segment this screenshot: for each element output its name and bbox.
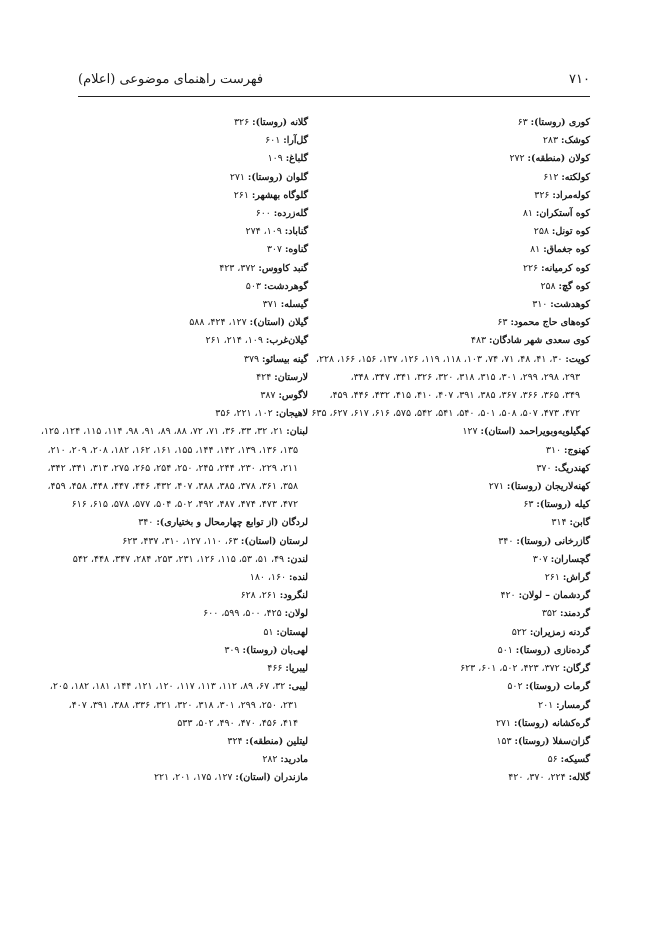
entry-page-refs: ۲۲۴، ۳۷۰، ۴۲۰: [508, 772, 566, 784]
index-entry: [345, 751, 590, 769]
index-entry: [345, 114, 590, 132]
entry-page-refs: ۱۲۷، ۱۷۵، ۲۰۱، ۲۲۱: [153, 772, 233, 784]
index-entry: [345, 169, 590, 187]
entry-page-refs: ۳۲۴: [227, 735, 243, 747]
index-entry: [345, 533, 590, 551]
entry-heading: گناباد:: [284, 226, 308, 238]
entry-page-refs: ۴۲۰: [500, 590, 516, 602]
entry-heading: کوهدشت:: [550, 299, 590, 311]
entry-page-refs: ۱۶۰، ۱۸۰: [249, 572, 287, 584]
entry-page-refs: ۳۷۱: [262, 299, 278, 311]
entry-heading: لبنان:: [286, 426, 308, 438]
index-entry: [345, 624, 590, 642]
index-entry: [78, 569, 308, 587]
entry-heading: کویت:: [565, 353, 590, 365]
entry-page-refs-continued: ۴۷۲، ۴۷۳، ۴۷۴، ۴۸۷، ۴۹۲، ۵۰۲، ۵۰۴، ۵۷۷، ۵۷۸، ۶۱۵، ۶۱۶: [71, 499, 298, 511]
entry-page-refs: ۳۲۶: [234, 117, 250, 128]
entry-heading: گرمسار:: [556, 699, 590, 711]
entry-heading: گینه بیسائو:: [262, 353, 308, 365]
index-entry: [345, 697, 590, 715]
entry-heading: لهی‌بان (روستا):: [242, 644, 308, 656]
index-column-right: [311, 114, 590, 788]
index-entry: [345, 241, 590, 259]
index-entry: [78, 514, 308, 532]
entry-page-refs: ۲۸۳: [542, 135, 558, 147]
entry-page-refs: ۶۰۱: [265, 135, 281, 147]
entry-page-refs: ۲۷۲: [509, 153, 525, 165]
entry-page-refs: ۱۲۷، ۴۲۴، ۵۸۸: [189, 317, 247, 329]
entry-heading: لاهیجان:: [275, 408, 308, 420]
entry-page-refs: ۴۹، ۵۱، ۵۳، ۱۱۵، ۱۲۶، ۲۳۱، ۲۵۳، ۲۸۴، ۳۴۷، ۴۴۸، ۵۴۲: [72, 553, 285, 565]
index-entry: [78, 369, 308, 387]
entry-page-refs: ۲۲۶: [522, 262, 539, 274]
index-entry: [78, 332, 308, 350]
index-entry: [40, 423, 308, 514]
entry-page-refs: ۶۳: [523, 499, 534, 511]
entry-page-refs: ۲۶۱، ۶۲۸: [240, 590, 277, 602]
entry-heading: گچساران:: [550, 553, 590, 565]
entry-heading: گره‌کشانه (روستا):: [513, 717, 590, 729]
entry-page-refs: ۵۰۲: [507, 681, 523, 693]
index-entry: [345, 733, 590, 751]
entry-page-refs: ۳۴۰: [138, 517, 154, 529]
index-entry: [345, 478, 590, 496]
header-rule: [78, 96, 590, 97]
entry-page-refs: ۶۱۲: [543, 171, 559, 183]
entry-page-refs: ۵۶: [547, 754, 558, 766]
entry-heading: گیسله:: [280, 299, 308, 311]
entry-heading: کوه تونل:: [551, 226, 590, 238]
index-entry: [345, 715, 590, 733]
index-column-left: [40, 114, 308, 788]
index-entry: [78, 660, 308, 678]
entry-page-refs: ۳۲۶: [534, 189, 550, 201]
entry-heading: گردشمان – لولان:: [518, 590, 590, 602]
entry-page-refs: ۳۷۰: [536, 462, 552, 474]
index-entry: [345, 296, 590, 314]
entry-page-refs: ۸۱: [530, 244, 541, 256]
entry-page-refs-continued: ۳۴۹، ۳۶۵، ۳۶۶، ۳۶۷، ۳۸۵، ۳۹۱، ۴۰۷، ۴۱۰، ۴۱۵، ۴۳۲، ۴۴۶، ۴۵۹،: [329, 390, 580, 402]
index-entry: [345, 514, 590, 532]
entry-heading: کوشک:: [560, 135, 590, 147]
entry-page-refs: ۳۱۰: [532, 299, 548, 311]
entry-page-refs: ۳۸۷: [260, 390, 276, 402]
entry-heading: لردگان (از توابع چهارمحال و بختیاری):: [156, 517, 308, 529]
index-entry: [345, 187, 590, 205]
entry-heading: لولان:: [284, 608, 308, 620]
entry-heading: لاگوس:: [278, 390, 308, 402]
entry-page-refs: ۲۰۱: [538, 699, 554, 711]
entry-heading: گزان‌سفلا (روستا):: [514, 735, 590, 747]
index-entry: [78, 733, 308, 751]
entry-page-refs: ۳۰۷: [266, 244, 282, 256]
entry-page-refs: ۳۲، ۶۷، ۸۹، ۱۱۲، ۱۱۳، ۱۱۷، ۱۲۰، ۱۲۱، ۱۴۴، ۱۸۱، ۱۸۲، ۲۰۵،: [49, 681, 286, 693]
entry-page-refs: ۱۰۹، ۲۱۴، ۲۶۱: [205, 335, 263, 347]
entry-heading: گراش:: [562, 572, 590, 584]
entry-page-refs: ۳۷۹: [243, 353, 260, 365]
entry-heading: گلاله:: [568, 772, 590, 784]
entry-heading: گیلان (استان):: [249, 317, 308, 329]
entry-page-refs: ۶۳، ۱۱۰، ۱۲۷، ۳۱۰، ۴۳۷، ۶۲۳: [122, 535, 238, 547]
entry-page-refs: ۲۷۱: [229, 171, 245, 183]
running-title: فهرست راهنمای موضوعی (اعلام): [78, 72, 264, 87]
index-entry: [345, 587, 590, 605]
entry-heading: لهستان:: [276, 626, 308, 638]
entry-page-refs: ۱۰۹: [267, 153, 283, 165]
entry-heading: کیله (روستا):: [536, 499, 590, 511]
entry-page-refs-continued: ۱۳۵، ۱۳۶، ۱۳۹، ۱۴۲، ۱۴۴، ۱۵۵، ۱۶۱، ۱۶۲، ۱۸۲، ۲۰۸، ۲۰۹، ۲۱۰،: [47, 444, 298, 456]
entry-heading: لیبی:: [288, 681, 308, 693]
entry-heading: لیبریا:: [285, 663, 308, 675]
index-entry: [78, 114, 308, 132]
index-entry: [345, 260, 590, 278]
entry-heading: کوه آستکران:: [535, 208, 590, 220]
index-entry: [78, 642, 308, 660]
entry-heading: کولکته:: [561, 171, 590, 183]
entry-page-refs: ۵۲۲: [511, 626, 527, 638]
page-header: [78, 72, 590, 94]
entry-heading: کوه‌های حاج محمود:: [510, 317, 590, 329]
entry-heading: گیلان‌غرب:: [265, 335, 308, 347]
entry-page-refs-continued: ۳۵۸، ۳۶۱، ۳۷۸، ۳۸۵، ۳۸۸، ۴۰۷، ۴۳۲، ۴۴۶، ۴۴۷، ۴۴۸، ۴۵۸، ۴۵۹،: [47, 481, 298, 493]
entry-heading: گلوان (روستا):: [247, 171, 308, 183]
index-entry: [78, 387, 308, 405]
entry-page-refs: ۴۸۳: [470, 335, 487, 347]
index-entry: [345, 150, 590, 168]
index-entry: [345, 442, 590, 460]
entry-heading: گرگان:: [562, 663, 590, 675]
entry-page-refs: ۲۵۸: [540, 280, 556, 292]
index-entry: [345, 660, 590, 678]
index-entry: [345, 678, 590, 696]
entry-heading: مادرید:: [280, 754, 308, 766]
entry-page-refs: ۱۰۲، ۲۲۱، ۳۵۶: [215, 408, 273, 420]
index-entry: [78, 260, 308, 278]
entry-heading: گرمات (روستا):: [525, 681, 590, 693]
entry-heading: کهندریگ:: [554, 462, 590, 474]
entry-page-refs: ۳۷۲، ۴۲۳، ۵۰۲، ۶۰۱، ۶۲۳: [460, 663, 560, 675]
entry-heading: گردمند:: [559, 608, 590, 620]
entry-page-refs: ۴۶۶: [267, 663, 283, 675]
entry-heading: لنگرود:: [279, 590, 308, 602]
entry-page-refs: ۳۷۲، ۴۲۳: [219, 262, 256, 274]
entry-heading: گنبد کاووس:: [258, 262, 308, 274]
index-entry: [345, 551, 590, 569]
entry-heading: کولان (منطقه):: [527, 153, 590, 165]
index-entry: [78, 205, 308, 223]
index-entry: [345, 642, 590, 660]
entry-heading: کوی سعدی شهر شادگان:: [489, 335, 590, 347]
entry-page-refs: ۳۱۰: [545, 444, 562, 456]
entry-page-refs: ۵۰۱: [497, 644, 513, 656]
index-entry: [78, 624, 308, 642]
entry-page-refs: ۳۰۷: [532, 553, 548, 565]
entry-heading: گسیکه:: [560, 754, 590, 766]
entry-page-refs: ۴۲۴: [256, 371, 272, 383]
index-entry: [345, 332, 590, 350]
index-entry: [345, 223, 590, 241]
entry-page-refs: ۲۱، ۳۲، ۳۳، ۳۶، ۷۱، ۷۲، ۸۸، ۸۹، ۹۱، ۹۸، ۱۱۴، ۱۱۵، ۱۲۴، ۱۲۵،: [40, 426, 284, 438]
entry-page-refs: ۲۵۸: [533, 226, 549, 238]
entry-heading: کوه جغماق:: [543, 244, 590, 256]
index-entry: [78, 587, 308, 605]
entry-page-refs: ۶۳: [517, 117, 528, 128]
entry-page-refs: ۳۴۰: [498, 535, 514, 547]
entry-page-refs: ۶۳: [497, 317, 508, 329]
index-entry: [345, 132, 590, 150]
index-entry: [78, 278, 308, 296]
entry-heading: لرستان (استان):: [240, 535, 308, 547]
index-entry: [345, 314, 590, 332]
entry-page-refs: ۲۷۱: [495, 717, 511, 729]
entry-page-refs: ۲۸۲: [262, 754, 278, 766]
index-entry: [78, 223, 308, 241]
entry-page-refs: ۳۵۲: [541, 608, 557, 620]
entry-page-refs: ۲۷۱: [488, 481, 504, 493]
index-entry: [345, 278, 590, 296]
entry-heading: گرده‌نازی (روستا):: [515, 644, 590, 656]
index-entry: [49, 678, 308, 733]
entry-page-refs: ۳۰۹: [224, 644, 240, 656]
entry-heading: کوری (روستا):: [530, 117, 590, 128]
entry-page-refs: ۸۱: [522, 208, 533, 220]
index-entry: [345, 423, 590, 441]
index-entry: [78, 533, 308, 551]
index-entry: [345, 460, 590, 478]
index-entry: [78, 187, 308, 205]
index-entry: [78, 132, 308, 150]
entry-page-refs: ۲۶۱: [544, 572, 560, 584]
entry-page-refs: ۱۵۳: [496, 735, 512, 747]
entry-heading: گلوگاه بهشهر:: [251, 189, 308, 201]
index-entry: [78, 769, 308, 787]
entry-heading: گل‌آرا:: [283, 135, 308, 147]
entry-page-refs-continued: ۲۹۳، ۲۹۸، ۲۹۹، ۳۰۱، ۳۱۵، ۳۱۸، ۳۲۰، ۳۲۶، ۳۴۱، ۳۴۷، ۳۴۸،: [350, 371, 580, 383]
entry-heading: گازرخانی (روستا):: [516, 535, 590, 547]
entry-page-refs-continued: ۲۱۱، ۲۲۹، ۲۳۰، ۲۴۴، ۲۴۵، ۲۵۰، ۲۵۴، ۲۶۵، ۲۷۵، ۳۱۳، ۳۴۱، ۳۴۲،: [47, 462, 298, 474]
index-entry: [345, 496, 590, 514]
entry-page-refs-continued: ۴۱۴، ۴۵۶، ۴۷۰، ۴۹۰، ۵۰۲، ۵۳۳: [177, 717, 298, 729]
index-entry: [78, 314, 308, 332]
entry-heading: گلباغ:: [285, 153, 308, 165]
entry-heading: لارستان:: [274, 371, 308, 383]
index-entry: [345, 569, 590, 587]
index-entry: [311, 351, 590, 424]
entry-heading: گوهردشت:: [263, 280, 308, 292]
entry-heading: کوه کرمیانه:: [541, 262, 590, 274]
index-entry: [78, 405, 308, 423]
entry-heading: مازندران (استان):: [235, 772, 308, 784]
entry-heading: لیتلین (منطقه):: [245, 735, 308, 747]
entry-page-refs: ۶۰۰: [255, 208, 271, 220]
entry-heading: کهنه‌لاریجان (روستا):: [506, 481, 590, 493]
index-entry: [345, 769, 590, 787]
page-number: ۷۱۰: [569, 72, 590, 87]
entry-page-refs-continued: ۴۷۲، ۴۷۳، ۵۰۷، ۵۰۸، ۵۰۱، ۵۴۰، ۵۴۱، ۵۴۲، ۵۷۵، ۶۱۶، ۶۱۷، ۶۲۷، ۶۳۵: [311, 408, 580, 420]
index-entry: [78, 351, 308, 369]
entry-page-refs: ۵۱: [263, 626, 274, 638]
entry-heading: کهگیلویه‌وبویراحمد (استان):: [480, 426, 590, 438]
entry-page-refs: ۵۰۳: [245, 280, 261, 292]
entry-heading: گابن:: [569, 517, 590, 529]
entry-page-refs: ۱۲۷: [462, 426, 478, 438]
entry-page-refs: ۱۰۹، ۲۷۴: [245, 226, 282, 238]
entry-heading: لنده:: [289, 572, 308, 584]
index-entry: [72, 551, 308, 569]
index-entry: [78, 241, 308, 259]
entry-heading: گناوه:: [284, 244, 308, 256]
entry-page-refs: ۴۲۵، ۵۰۰، ۵۹۹، ۶۰۰: [203, 608, 282, 620]
index-entry: [78, 605, 308, 623]
entry-heading: گله‌زرده:: [273, 208, 308, 220]
index-entry: [78, 751, 308, 769]
entry-page-refs: ۳۱۴: [551, 517, 567, 529]
entry-page-refs: ۳۰، ۴۱، ۴۸، ۷۱، ۷۴، ۱۰۳، ۱۱۸، ۱۱۹، ۱۲۶، ۱۳۷، ۱۵۶، ۱۶۶، ۲۲۸،: [315, 353, 563, 365]
entry-heading: کوله‌مراد:: [552, 189, 590, 201]
index-entry: [78, 150, 308, 168]
entry-heading: کهنوج:: [564, 444, 590, 456]
entry-heading: کوه گچ:: [558, 280, 590, 292]
index-entry: [345, 205, 590, 223]
index-entry: [345, 605, 590, 623]
entry-heading: گلانه (روستا):: [252, 117, 308, 128]
entry-heading: لندن:: [287, 553, 308, 565]
index-entry: [78, 169, 308, 187]
entry-heading: گردنه زمزیران:: [529, 626, 590, 638]
index-entry: [78, 296, 308, 314]
entry-page-refs-continued: ۲۳۱، ۲۵۰، ۲۹۹، ۳۰۱، ۳۱۸، ۳۲۰، ۳۲۱، ۳۳۶، ۳۸۸، ۳۹۱، ۴۰۷،: [68, 699, 298, 711]
entry-page-refs: ۲۶۱: [233, 189, 249, 201]
